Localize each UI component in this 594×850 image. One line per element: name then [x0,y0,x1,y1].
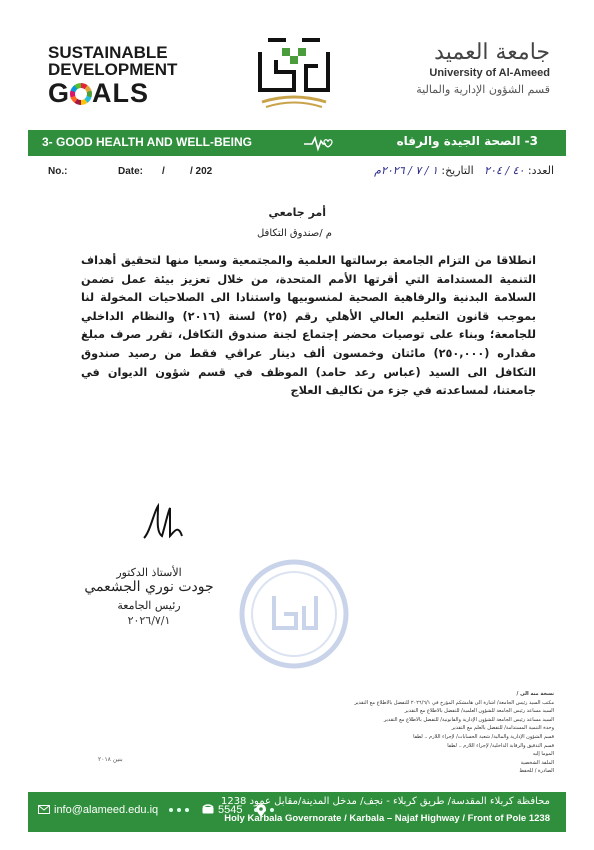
signatory-name: جودت نوري الجشعمي [84,579,214,595]
separator-dot [177,808,181,812]
copy-item: السيد مساعد رئيس الجامعة للشؤون العلمية/ للتفضل بالاطلاع مع التقدير [404,708,554,715]
signatory-title: الأستاذ الدكتور [116,566,182,579]
number-label-en: No.: [48,166,68,177]
copy-item: قسم التدقيق والرقابة الداخلية/ لإجراء اللازم .. لطفا [447,742,554,749]
envelope-icon [38,805,50,814]
order-subject: م /صندوق التكافل [256,228,332,239]
separator-dot [169,808,173,812]
heartbeat-icon [304,133,334,153]
department-name-ar: قسم الشؤون الإدارية والمالية [416,83,550,96]
signatory-role: رئيس الجامعة [117,599,181,612]
copy-item: قسم الشؤون الإدارية والمالية/ شعبة الحسابات/ لإجراء اللازم .. لطفا [413,733,554,740]
sdg-logo-text [48,44,177,108]
number-label-ar: العدد: [527,164,554,177]
handwritten-initial-mark [140,502,186,542]
number-value-ar: ٤٠ / ٢٠٤ [484,164,525,177]
signature-block [74,562,224,627]
reference-code: بنين ٢٠١٨ [98,756,123,763]
sdg-goals-g: G [48,78,71,108]
date-label-en: Date: [118,166,144,177]
date-label-ar: التاريخ: [441,164,474,177]
email-text: info@alameed.edu.iq [54,804,159,816]
separator-dot [185,808,189,812]
footer-bar [28,792,566,832]
footer-address-en: Holy Karbala Governorate / Karbala – Najaf Highway / Front of Pole 1238 [224,813,550,824]
banner-goal-en: 3- GOOD HEALTH AND WELL-BEING [42,135,252,149]
sdg-goal-banner [28,130,566,156]
banner-goal-ar: 3- الصحة الجيدة والرفاه [396,134,538,148]
copy-item: مكتب السيد رئيس الجامعة/ اشارة الى هامشكم المؤرخ في ٢٠٢٦/٦/١ للتفضل بالاطلاع مع التقدير [354,699,554,706]
sdg-line-2: DEVELOPMENT [48,60,178,79]
university-name-ar: جامعة العميد [434,40,550,65]
arabic-reference-row [374,164,554,177]
separator-dot [270,808,274,812]
sdg-line-3 [48,78,177,108]
signature-date: ٢٠٢٦/٧/١ [127,614,171,627]
sdg-line-1: SUSTAINABLE [48,43,168,62]
copy-item: السيد مساعد رئيس الجامعة للشؤون الإدارية والقانونية/ للتفضل بالاطلاع مع التقدير [383,716,554,723]
sdg-wheel-icon [70,83,92,105]
copies-heading: نسخة منه الى / [516,691,554,697]
copies-list [264,690,554,776]
university-emblem-icon [252,32,336,110]
order-title: أمر جامعي [268,206,326,219]
copy-item: الصادرة / للحفظ [519,768,554,775]
phone-icon [202,804,214,814]
footer-email[interactable] [38,804,191,816]
date-separator-2: / 202 [190,166,213,177]
date-separator-1: / [162,166,165,177]
copy-item: وحدة التنمية المستدامة/ للتفضل بالعلم مع التقدير [451,725,554,732]
footer-address-ar: محافظة كربلاء المقدسة/ طريق كربلاء - نجف/ مدخل المدينة/مقابل عمود 1238 [220,796,550,807]
official-stamp-icon [238,558,350,670]
university-branding [380,40,550,96]
copy-item: الموما إليه [532,751,554,758]
order-body-paragraph: انطلاقا من التزام الجامعة برسالتها العلمية والمجتمعية وسعيا منها لتحقيق أهداف التنمية المستدامة التي أقرتها الأمم المتحدة، من خلال تعزيز بيئة عمل تضمن السلامة البدنية والرفاهية الصحية لمنسوبيها واستنادا الى الصلاحيات المخولة لنا بموجب قانون التعليم العالي الأهلي رقم (٢٥) لسنة (٢٠١٦) والنظام الداخلي للجامعة؛ وبناء على توصيات محضر إجتماع لجنة صندوق التكافل، تقرر صرف مبلغ مقداره (٢٥٠,٠٠٠) مائتان وخمسون ألف دينار عراقي فقط من رصيد صندوق التكافل الى السيد (عباس رعد حامد) الموظف في قسم شؤون الديوان في جامعتنا، لمساعدته في جزء من تكاليف العلاج [81,254,536,398]
sdg-goals-rest: ALS [92,78,150,108]
phone-text: 5545 [218,804,243,816]
date-value-ar: ١ / ٧ / ٢٠٢٦م [374,164,438,177]
university-name-en: University of Al-Ameed [429,67,550,79]
copy-item: الملفة الشخصية [520,759,554,766]
